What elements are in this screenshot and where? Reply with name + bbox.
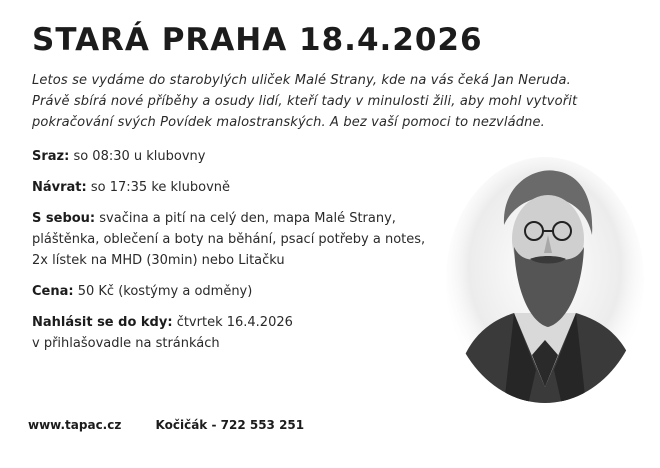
detail-label: Návrat:	[32, 180, 87, 195]
detail-label: Sraz:	[32, 149, 70, 164]
detail-navrat	[32, 177, 442, 198]
detail-value: so 17:35 ke klubovně	[90, 180, 231, 195]
contact-phone: Kočičák - 722 553 251	[155, 418, 305, 432]
event-details	[32, 146, 442, 364]
detail-label: Nahlásit se do kdy:	[32, 315, 173, 330]
detail-value: so 08:30 u klubovny	[73, 149, 206, 164]
detail-value: čtvrtek 16.4.2026	[176, 315, 293, 330]
intro-line: Právě sbírá nové příběhy a osudy lidí, kteří tady v minulosti žili, aby mohl vytvořit	[32, 94, 578, 109]
detail-label: S sebou:	[32, 211, 96, 226]
detail-value: v přihlašovadle na stránkách	[32, 336, 220, 351]
portrait-image	[444, 155, 646, 405]
detail-value: svačina a pití na celý den, mapa Malé Strany,	[99, 211, 396, 226]
page-title: STARÁ PRAHA 18.4.2026	[32, 22, 483, 58]
intro-paragraph	[32, 70, 592, 133]
footer	[28, 418, 304, 432]
intro-line: pokračování svých Povídek malostranských. A bez vaší pomoci to nezvládne.	[32, 115, 545, 130]
detail-sraz	[32, 146, 442, 167]
detail-value: 50 Kč (kostýmy a odměny)	[77, 284, 253, 299]
detail-s-sebou	[32, 208, 442, 271]
detail-label: Cena:	[32, 284, 74, 299]
intro-line: Letos se vydáme do starobylých uliček Malé Strany, kde na vás čeká Jan Neruda.	[32, 73, 571, 88]
website-link[interactable]: www.tapac.cz	[28, 418, 122, 432]
detail-value: 2x lístek na MHD (30min) nebo Litačku	[32, 253, 285, 268]
detail-value: pláštěnka, oblečení a boty na běhání, psací potřeby a notes,	[32, 232, 426, 247]
detail-cena	[32, 281, 442, 302]
detail-nahlasit	[32, 312, 442, 354]
